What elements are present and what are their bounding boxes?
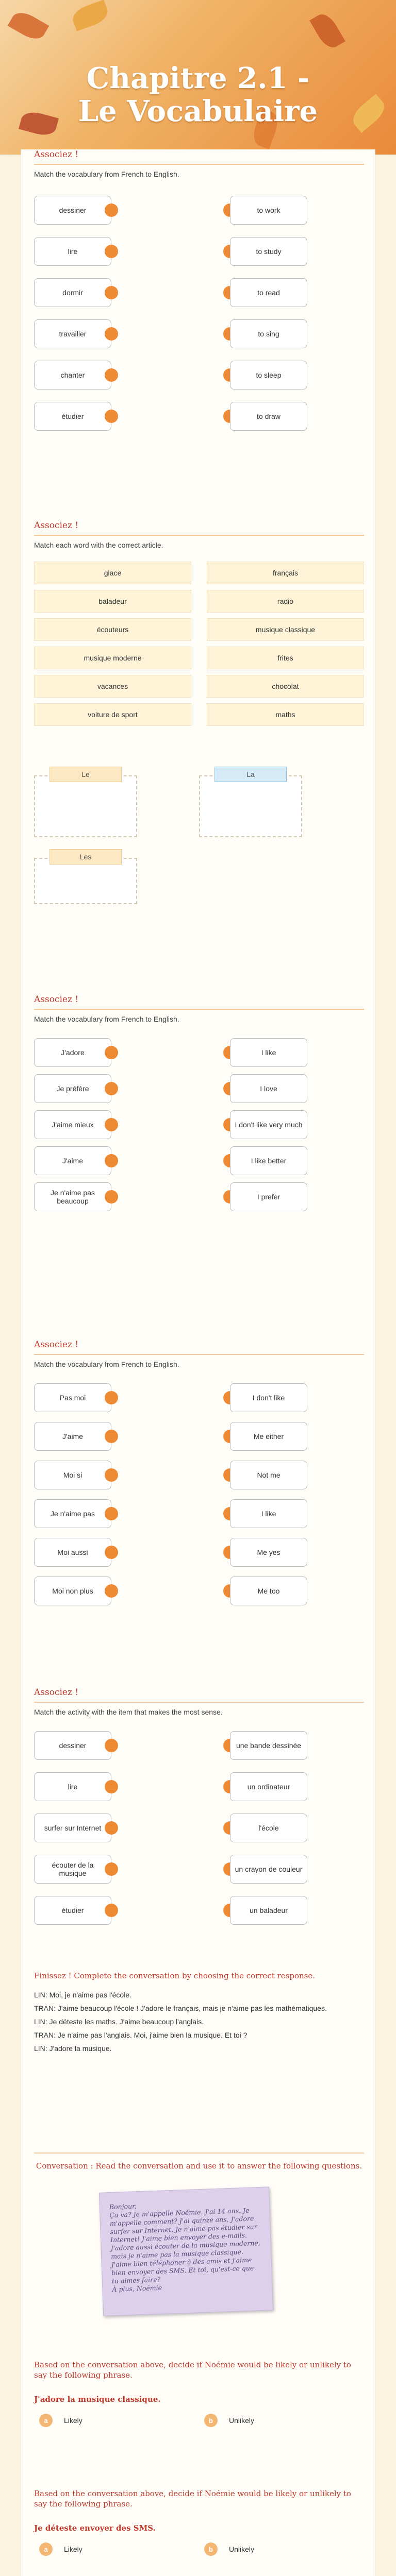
match-row xyxy=(34,1074,364,1105)
match-right-item[interactable]: l'école xyxy=(230,1814,307,1842)
section-heading: Conversation : Read the conversation and use it to answer the following questions. xyxy=(36,2161,362,2171)
draggable-word[interactable]: chocolat xyxy=(207,675,364,698)
match-left-item[interactable]: lire xyxy=(34,1772,111,1801)
match-left-item[interactable]: Moi si xyxy=(34,1461,111,1489)
connector-dot[interactable] xyxy=(105,1082,118,1095)
instruction: Match the activity with the item that makes the most sense. xyxy=(34,1708,223,1716)
connector-dot[interactable] xyxy=(105,1862,118,1876)
match-row xyxy=(34,1772,364,1803)
match-row xyxy=(34,278,364,309)
question-prompt: Based on the conversation above, decide if Noémie would be likely or unlikely to say the following phrase. xyxy=(34,2489,351,2509)
connector-dot[interactable] xyxy=(105,368,118,382)
match-row xyxy=(34,196,364,227)
match-row xyxy=(34,1182,364,1213)
match-left-item[interactable]: J'adore xyxy=(34,1038,111,1067)
connector-dot[interactable] xyxy=(105,1190,118,1204)
section-match-preferences xyxy=(34,994,364,1023)
connector-dot[interactable] xyxy=(105,1046,118,1059)
match-grid-3 xyxy=(34,1038,364,1244)
match-left-item[interactable]: écouter de la musique xyxy=(34,1855,111,1884)
match-row xyxy=(34,1499,364,1530)
match-grid-1 xyxy=(34,196,364,443)
match-row xyxy=(34,319,364,350)
worksheet xyxy=(21,149,375,2576)
match-left-item[interactable]: étudier xyxy=(34,1896,111,1925)
section-reading xyxy=(34,2148,364,2171)
connector-dot[interactable] xyxy=(105,410,118,423)
conversation-line: TRAN: J'aime beaucoup l'école ! J'adore le français, mais je n'aime pas les mathématiques. xyxy=(34,2004,327,2012)
match-row xyxy=(34,1731,364,1762)
match-row xyxy=(34,237,364,268)
question-prompt: Based on the conversation above, decide if Noémie would be likely or unlikely to say the following phrase. xyxy=(34,2360,351,2380)
section-articles xyxy=(34,520,364,549)
section-heading: Associez ! xyxy=(34,149,79,160)
draggable-word[interactable]: glace xyxy=(34,562,191,584)
match-row xyxy=(34,361,364,392)
match-grid-5 xyxy=(34,1731,364,1937)
draggable-word[interactable]: musique moderne xyxy=(34,647,191,669)
match-left-item[interactable]: J'aime xyxy=(34,1422,111,1451)
option-likely[interactable]: a Likely xyxy=(39,2543,82,2556)
draggable-word[interactable]: français xyxy=(207,562,364,584)
match-left-item[interactable]: dormir xyxy=(34,278,111,307)
label-les: Les xyxy=(50,849,122,865)
page-title: Chapitre 2.1 - Le Vocabulaire xyxy=(78,61,318,128)
section-match-activities xyxy=(34,1687,364,1716)
match-row xyxy=(34,1855,364,1886)
draggable-word[interactable]: vacances xyxy=(34,675,191,698)
match-row xyxy=(34,1814,364,1844)
header-banner xyxy=(0,0,396,155)
noemie-letter: Bonjour, Ça va? Je m'appelle Noémie. J'ai 14 ans. Je m'appelle comment? J'ai quinze ans. J'adore surfer sur Internet. Je n'aime pas étudier sur Internet! J'aime bien envoyer des e-mails. J'adore aussi écouter de la musique moderne, mais je n'aime pas la musique classique. J'aime bien téléphoner à des amis et j'aime bien envoyer des SMS. Et toi, qu'est-ce que tu aimes faire? À plus, Noémie xyxy=(99,2187,273,2316)
option-likely[interactable]: a Likely xyxy=(39,2414,82,2427)
conversation-line: LIN: Je déteste les maths. J'aime beaucoup l'anglais. xyxy=(34,2018,204,2026)
section-heading: Associez ! xyxy=(34,994,79,1005)
label-la: La xyxy=(214,767,287,782)
connector-dot[interactable] xyxy=(105,1154,118,1167)
match-right-item[interactable]: Me yes xyxy=(230,1538,307,1567)
match-right-item[interactable]: I don't like very much xyxy=(230,1110,307,1139)
match-left-item[interactable]: lire xyxy=(34,237,111,266)
match-row xyxy=(34,1461,364,1492)
drop-zone-le[interactable] xyxy=(34,775,137,837)
connector-dot[interactable] xyxy=(105,1821,118,1835)
match-right-item[interactable]: I love xyxy=(230,1074,307,1103)
match-right-item[interactable]: un ordinateur xyxy=(230,1772,307,1801)
section-finish-conversation-1 xyxy=(34,1971,364,2055)
connector-dot[interactable] xyxy=(105,286,118,299)
conversation-line: TRAN: Je n'aime pas l'anglais. Moi, j'aime bien la musique. Et toi ? xyxy=(34,2031,248,2039)
draggable-word[interactable]: maths xyxy=(207,703,364,726)
question-2 xyxy=(34,2488,364,2566)
match-right-item[interactable]: I like xyxy=(230,1038,307,1067)
instruction: Match the vocabulary from French to English. xyxy=(34,1015,179,1023)
match-right-item[interactable]: Not me xyxy=(230,1461,307,1489)
connector-dot[interactable] xyxy=(105,1546,118,1559)
drop-zone-les[interactable] xyxy=(34,858,137,904)
match-left-item[interactable]: Moi non plus xyxy=(34,1577,111,1605)
match-left-item[interactable]: étudier xyxy=(34,402,111,431)
word-bank xyxy=(34,562,364,732)
drop-zones xyxy=(34,762,364,907)
conversation xyxy=(34,1988,364,2055)
match-left-item[interactable]: chanter xyxy=(34,361,111,389)
question-1 xyxy=(34,2360,364,2437)
draggable-word[interactable]: musique classique xyxy=(207,618,364,641)
option-unlikely[interactable]: b Unlikely xyxy=(204,2414,254,2427)
match-right-item[interactable]: Me too xyxy=(230,1577,307,1605)
match-left-item[interactable]: surfer sur Internet xyxy=(34,1814,111,1842)
question-phrase: Je déteste envoyer des SMS. xyxy=(34,2523,156,2533)
draggable-word[interactable]: frites xyxy=(207,647,364,669)
connector-dot[interactable] xyxy=(105,1584,118,1598)
match-right-item[interactable]: un baladeur xyxy=(230,1896,307,1925)
label-le: Le xyxy=(50,767,122,782)
connector-dot[interactable] xyxy=(105,1780,118,1793)
match-left-item[interactable]: dessiner xyxy=(34,1731,111,1760)
match-right-item[interactable]: to read xyxy=(230,278,307,307)
match-left-item[interactable]: travailler xyxy=(34,319,111,348)
match-right-item[interactable]: to sleep xyxy=(230,361,307,389)
match-row xyxy=(34,1538,364,1569)
connector-dot[interactable] xyxy=(105,1468,118,1482)
section-heading: Associez ! xyxy=(34,1687,79,1698)
option-unlikely[interactable]: b Unlikely xyxy=(204,2543,254,2556)
section-match-reactions xyxy=(34,1340,364,1368)
match-left-item[interactable]: Moi aussi xyxy=(34,1538,111,1567)
section-heading: Associez ! xyxy=(34,520,79,531)
match-right-item[interactable]: I like xyxy=(230,1499,307,1528)
match-row xyxy=(34,1422,364,1453)
match-right-item[interactable]: to sing xyxy=(230,319,307,348)
connector-dot[interactable] xyxy=(105,204,118,217)
match-row xyxy=(34,402,364,433)
match-left-item[interactable]: Je n'aime pas beaucoup xyxy=(34,1182,111,1211)
match-left-item[interactable]: dessiner xyxy=(34,196,111,225)
draggable-word[interactable]: baladeur xyxy=(34,590,191,613)
match-right-item[interactable]: un crayon de couleur xyxy=(230,1855,307,1884)
instruction: Match each word with the correct article. xyxy=(34,541,163,549)
match-left-item[interactable]: Je préfère xyxy=(34,1074,111,1103)
match-right-item[interactable]: une bande dessinée xyxy=(230,1731,307,1760)
conversation-line: LIN: Moi, je n'aime pas l'école. xyxy=(34,1991,131,1999)
draggable-word[interactable]: radio xyxy=(207,590,364,613)
match-right-item[interactable]: Me either xyxy=(230,1422,307,1451)
match-row xyxy=(34,1577,364,1607)
connector-dot[interactable] xyxy=(105,327,118,341)
match-left-item[interactable]: Pas moi xyxy=(34,1383,111,1412)
match-row xyxy=(34,1146,364,1177)
connector-dot[interactable] xyxy=(105,1739,118,1752)
match-right-item[interactable]: to study xyxy=(230,237,307,266)
match-right-item[interactable]: I like better xyxy=(230,1146,307,1175)
match-left-item[interactable]: J'aime xyxy=(34,1146,111,1175)
connector-dot[interactable] xyxy=(105,1118,118,1131)
connector-dot[interactable] xyxy=(105,1904,118,1917)
connector-dot[interactable] xyxy=(105,245,118,258)
section-match-verbs xyxy=(34,149,364,178)
match-right-item[interactable]: I don't like xyxy=(230,1383,307,1412)
match-row xyxy=(34,1383,364,1414)
connector-dot[interactable] xyxy=(105,1391,118,1404)
draggable-word[interactable]: voiture de sport xyxy=(34,703,191,726)
match-left-item[interactable]: Je n'aime pas xyxy=(34,1499,111,1528)
instruction: Match the vocabulary from French to English. xyxy=(34,170,179,178)
instruction: Match the vocabulary from French to English. xyxy=(34,1360,179,1368)
drop-zone-la[interactable] xyxy=(199,775,302,837)
match-right-item[interactable]: to work xyxy=(230,196,307,225)
section-heading: Associez ! xyxy=(34,1340,79,1350)
draggable-word[interactable]: écouteurs xyxy=(34,618,191,641)
match-left-item[interactable]: J'aime mieux xyxy=(34,1110,111,1139)
match-grid-4 xyxy=(34,1383,364,1625)
match-row xyxy=(34,1038,364,1069)
connector-dot[interactable] xyxy=(105,1430,118,1443)
match-right-item[interactable]: to draw xyxy=(230,402,307,431)
conversation-line: LIN: J'adore la musique. xyxy=(34,2044,112,2053)
match-row xyxy=(34,1110,364,1141)
section-heading: Finissez ! Complete the conversation by choosing the correct response. xyxy=(34,1971,316,1980)
connector-dot[interactable] xyxy=(105,1507,118,1520)
match-right-item[interactable]: I prefer xyxy=(230,1182,307,1211)
match-row xyxy=(34,1896,364,1927)
question-phrase: J'adore la musique classique. xyxy=(34,2395,161,2404)
